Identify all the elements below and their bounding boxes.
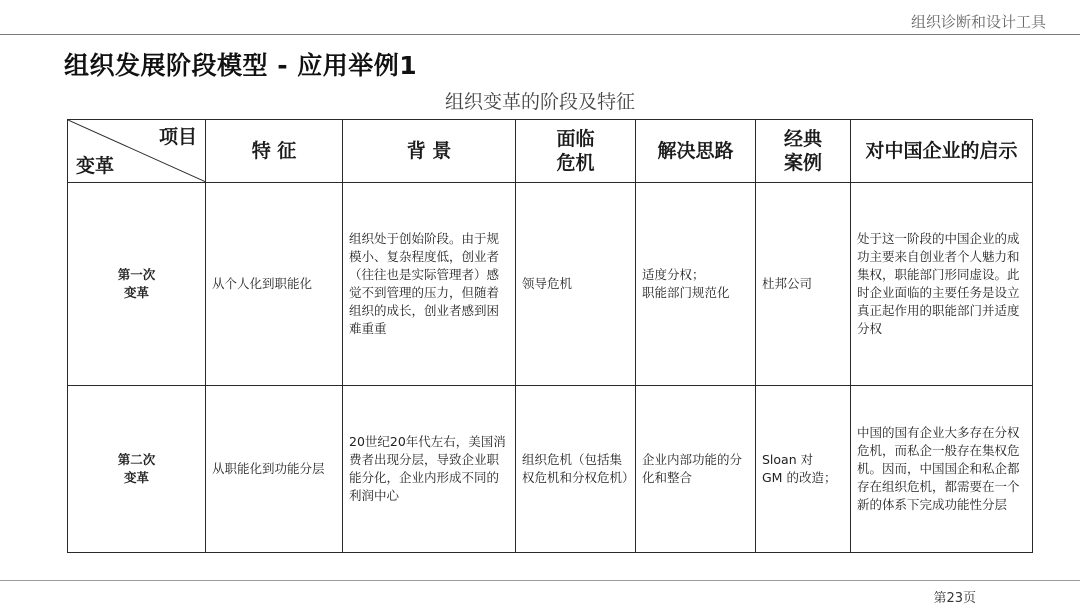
corner-top-label: 项目 (158, 126, 197, 148)
column-header-label: 面临 危机 (556, 128, 595, 174)
table-cell: 杜邦公司 (756, 183, 851, 386)
column-header (756, 120, 851, 183)
table-row (68, 183, 1033, 386)
row-label-text: 第二次 变革 (117, 452, 156, 485)
table-cell: 中国的国有企业大多存在分权危机，而私企一般存在集权危机。因而，中国国企和私企都存在组织危机，都需要在一个新的体系下完成功能性分层 (851, 386, 1033, 553)
table-cell: 20世纪20年代左右，美国消费者出现分层，导致企业职能分化，企业内形成不同的利润中心 (343, 386, 516, 553)
header-row (68, 120, 1033, 183)
table-row (68, 386, 1033, 553)
column-header (206, 120, 343, 183)
column-header (851, 120, 1033, 183)
row-label (68, 386, 206, 553)
column-header-label: 特 征 (251, 140, 297, 162)
column-header (343, 120, 516, 183)
table-cell: 处于这一阶段的中国企业的成功主要来自创业者个人魅力和集权，职能部门形同虚设。此时企业面临的主要任务是设立真正起作用的职能部门并适度分权 (851, 183, 1033, 386)
corner-bottom-label: 变革 (76, 155, 115, 177)
table-cell: 领导危机 (516, 183, 636, 386)
header-rule (0, 34, 1080, 35)
table-cell: 从职能化到功能分层 (206, 386, 343, 553)
column-header (636, 120, 756, 183)
table-cell: 适度分权； 职能部门规范化 (636, 183, 756, 386)
change-stages-table (67, 119, 1033, 553)
table-cell: 企业内部功能的分化和整合 (636, 386, 756, 553)
column-header-label: 背 景 (406, 140, 452, 162)
corner-header (68, 120, 206, 183)
table-cell: 组织危机（包括集权危机和分权危机） (516, 386, 636, 553)
row-label (68, 183, 206, 386)
column-header (516, 120, 636, 183)
table-cell: 从个人化到职能化 (206, 183, 343, 386)
page-number: 第23页 (933, 591, 976, 606)
brand-label: 组织诊断和设计工具 (910, 13, 1046, 31)
column-header-label: 经典 案例 (783, 128, 822, 174)
row-label-text: 第一次 变革 (117, 267, 156, 300)
footer-rule (0, 580, 1080, 581)
table-subtitle: 组织变革的阶段及特征 (444, 91, 635, 113)
slide-title: 组织发展阶段模型 - 应用举例1 (64, 51, 418, 80)
table-cell: 组织处于创始阶段。由于规模小、复杂程度低，创业者（往往也是实际管理者）感觉不到管理的压力，但随着组织的成长，创业者感到困难重重 (343, 183, 516, 386)
table-cell: Sloan 对 GM 的改造； (756, 386, 851, 553)
column-header-label: 对中国企业的启示 (865, 140, 1018, 162)
column-header-label: 解决思路 (657, 140, 734, 162)
